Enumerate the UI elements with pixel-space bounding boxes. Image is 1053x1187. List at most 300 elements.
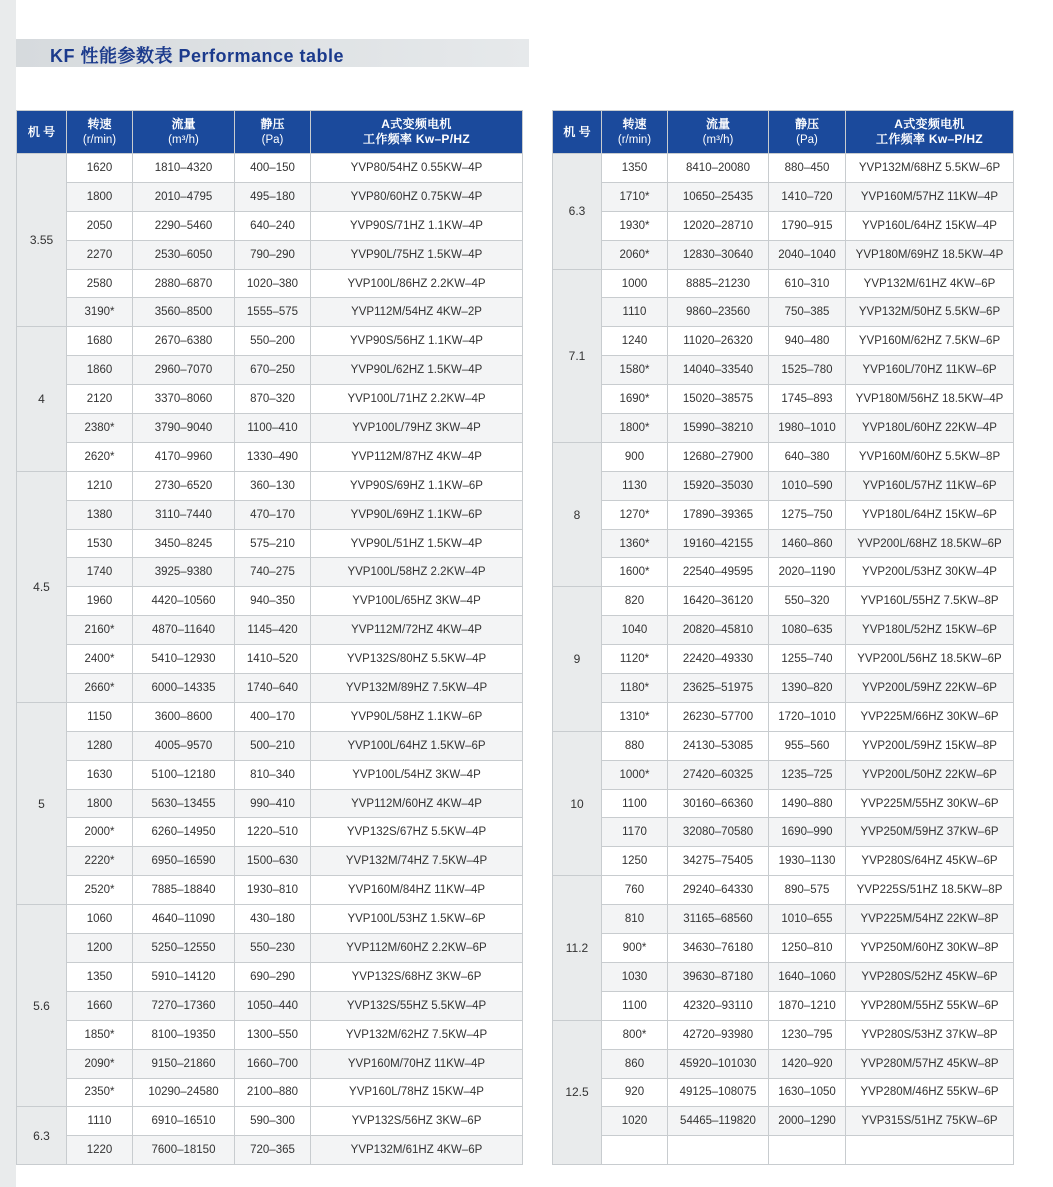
flow-cell: 5630–13455: [133, 789, 235, 818]
table-row: [17, 182, 523, 211]
pressure-cell: 1300–550: [235, 1020, 311, 1049]
flow-cell: 3925–9380: [133, 558, 235, 587]
motor-cell: YVP90S/71HZ 1.1KW–4P: [311, 211, 523, 240]
table-row: [553, 240, 1014, 269]
speed-cell: 1620: [67, 154, 133, 183]
motor-cell: YVP225M/66HZ 30KW–6P: [846, 702, 1014, 731]
pressure-cell: 990–410: [235, 789, 311, 818]
table-row: [553, 587, 1014, 616]
pressure-cell: 1555–575: [235, 298, 311, 327]
flow-cell: 6910–16510: [133, 1107, 235, 1136]
pressure-cell: 790–290: [235, 240, 311, 269]
table-body-right: [553, 154, 1014, 1165]
pressure-cell: 2020–1190: [769, 558, 846, 587]
flow-cell: 4640–11090: [133, 905, 235, 934]
flow-cell: 11020–26320: [668, 327, 769, 356]
motor-cell: YVP90S/69HZ 1.1KW–6P: [311, 471, 523, 500]
performance-table-right: [552, 110, 1014, 1165]
page-title: KF 性能参数表 Performance table: [50, 46, 345, 66]
model-number-cell: 6.3: [17, 1107, 67, 1165]
table-row: [17, 905, 523, 934]
motor-cell: YVP280S/53HZ 37KW–8P: [846, 1020, 1014, 1049]
pressure-cell: 720–365: [235, 1136, 311, 1165]
flow-cell: 23625–51975: [668, 674, 769, 703]
speed-cell: 1240: [602, 327, 668, 356]
flow-cell: 14040–33540: [668, 356, 769, 385]
speed-cell: 2580: [67, 269, 133, 298]
pressure-cell: 1660–700: [235, 1049, 311, 1078]
motor-cell: YVP100L/64HZ 1.5KW–6P: [311, 731, 523, 760]
speed-cell: 1350: [602, 154, 668, 183]
pressure-cell: 400–150: [235, 154, 311, 183]
flow-cell: 12680–27900: [668, 442, 769, 471]
table-row: [553, 818, 1014, 847]
motor-cell: YVP90L/51HZ 1.5KW–4P: [311, 529, 523, 558]
motor-cell: YVP100L/65HZ 3KW–4P: [311, 587, 523, 616]
speed-cell: 800*: [602, 1020, 668, 1049]
pressure-cell: 1010–655: [769, 905, 846, 934]
header-model: 机 号: [17, 111, 67, 154]
speed-cell: 2660*: [67, 674, 133, 703]
pressure-cell: 590–300: [235, 1107, 311, 1136]
flow-cell: 6000–14335: [133, 674, 235, 703]
pressure-cell: 1145–420: [235, 616, 311, 645]
pressure-cell: 1220–510: [235, 818, 311, 847]
motor-cell: YVP200L/50HZ 22KW–6P: [846, 760, 1014, 789]
flow-cell: 6950–16590: [133, 847, 235, 876]
speed-cell: 1660: [67, 991, 133, 1020]
header-pressure-label: 静压: [794, 116, 819, 131]
table-row: [17, 818, 523, 847]
header-flow-label: 流量: [171, 116, 196, 131]
flow-cell: 16420–36120: [668, 587, 769, 616]
pressure-cell: 1690–990: [769, 818, 846, 847]
speed-cell: 1380: [67, 500, 133, 529]
speed-cell: 1130: [602, 471, 668, 500]
flow-cell: 5100–12180: [133, 760, 235, 789]
performance-table-left: [16, 110, 523, 1165]
table-row: [17, 876, 523, 905]
motor-cell: YVP200L/59HZ 15KW–8P: [846, 731, 1014, 760]
table-row: [17, 731, 523, 760]
table-row: [17, 269, 523, 298]
speed-cell: 1280: [67, 731, 133, 760]
flow-cell: 7885–18840: [133, 876, 235, 905]
header-flow-unit: (m³/h): [168, 133, 199, 146]
motor-cell: YVP280M/55HZ 55KW–6P: [846, 991, 1014, 1020]
speed-cell: 1200: [67, 934, 133, 963]
speed-cell: 880: [602, 731, 668, 760]
flow-cell: 9860–23560: [668, 298, 769, 327]
header-speed: [602, 111, 668, 154]
flow-cell: 29240–64330: [668, 876, 769, 905]
speed-cell: 1580*: [602, 356, 668, 385]
pressure-cell: 1525–780: [769, 356, 846, 385]
table-row: [553, 558, 1014, 587]
motor-cell: YVP90L/69HZ 1.1KW–6P: [311, 500, 523, 529]
speed-cell: 1930*: [602, 211, 668, 240]
pressure-cell: 955–560: [769, 731, 846, 760]
pressure-cell: 1410–520: [235, 645, 311, 674]
flow-cell: 15990–38210: [668, 414, 769, 443]
speed-cell: 820: [602, 587, 668, 616]
motor-cell: YVP90L/62HZ 1.5KW–4P: [311, 356, 523, 385]
speed-cell: 1020: [602, 1107, 668, 1136]
model-number-cell: 9: [553, 587, 602, 731]
pressure-cell: 500–210: [235, 731, 311, 760]
flow-cell: 15020–38575: [668, 385, 769, 414]
speed-cell: 920: [602, 1078, 668, 1107]
speed-cell: 1740: [67, 558, 133, 587]
motor-cell: YVP132M/74HZ 7.5KW–4P: [311, 847, 523, 876]
pressure-cell: 1460–860: [769, 529, 846, 558]
motor-cell: YVP180L/64HZ 15KW–6P: [846, 500, 1014, 529]
speed-cell: 2270: [67, 240, 133, 269]
table-row: [17, 529, 523, 558]
table-row: [553, 298, 1014, 327]
speed-cell: 1250: [602, 847, 668, 876]
table-row: [553, 1049, 1014, 1078]
pressure-cell: 1740–640: [235, 674, 311, 703]
model-number-cell: 12.5: [553, 1020, 602, 1164]
motor-cell: YVP100L/58HZ 2.2KW–4P: [311, 558, 523, 587]
title-bar: [16, 39, 529, 67]
speed-cell: 1150: [67, 702, 133, 731]
motor-cell: YVP250M/60HZ 30KW–8P: [846, 934, 1014, 963]
flow-cell: 5250–12550: [133, 934, 235, 963]
speed-cell: 1800*: [602, 414, 668, 443]
motor-cell: YVP100L/86HZ 2.2KW–4P: [311, 269, 523, 298]
motor-cell: YVP90L/75HZ 1.5KW–4P: [311, 240, 523, 269]
pressure-cell: 1490–880: [769, 789, 846, 818]
speed-cell: 1170: [602, 818, 668, 847]
flow-cell: 2290–5460: [133, 211, 235, 240]
motor-cell: YVP132S/80HZ 5.5KW–4P: [311, 645, 523, 674]
pressure-cell: 495–180: [235, 182, 311, 211]
table-row: [17, 674, 523, 703]
speed-cell: 1850*: [67, 1020, 133, 1049]
motor-cell: YVP132M/61HZ 4KW–6P: [311, 1136, 523, 1165]
flow-cell: 54465–119820: [668, 1107, 769, 1136]
motor-cell: YVP180L/52HZ 15KW–6P: [846, 616, 1014, 645]
model-number-cell: 10: [553, 731, 602, 875]
flow-cell: 2960–7070: [133, 356, 235, 385]
pressure-cell: 1275–750: [769, 500, 846, 529]
pressure-cell: 575–210: [235, 529, 311, 558]
pressure-cell: 1100–410: [235, 414, 311, 443]
table-row: [17, 991, 523, 1020]
table-row: [553, 1020, 1014, 1049]
header-speed-label: 转速: [622, 116, 647, 131]
flow-cell: 2530–6050: [133, 240, 235, 269]
table-row: [17, 356, 523, 385]
flow-cell: 24130–53085: [668, 731, 769, 760]
pressure-cell: 400–170: [235, 702, 311, 731]
model-number-cell: 6.3: [553, 154, 602, 270]
speed-cell: 1110: [67, 1107, 133, 1136]
speed-cell: 1110: [602, 298, 668, 327]
pressure-cell: 550–200: [235, 327, 311, 356]
speed-cell: 900: [602, 442, 668, 471]
flow-cell: 2010–4795: [133, 182, 235, 211]
table-row: [17, 934, 523, 963]
header-motor: [311, 111, 523, 154]
header-speed-label: 转速: [87, 116, 112, 131]
motor-cell: YVP132S/67HZ 5.5KW–4P: [311, 818, 523, 847]
table-row: [553, 934, 1014, 963]
pressure-cell: 740–275: [235, 558, 311, 587]
speed-cell: 1000*: [602, 760, 668, 789]
table-row: [553, 616, 1014, 645]
speed-cell: 1960: [67, 587, 133, 616]
motor-cell: YVP100L/79HZ 3KW–4P: [311, 414, 523, 443]
left-margin-strip: [0, 0, 16, 1187]
header-motor-label: A式变频电机: [894, 117, 965, 131]
motor-cell: YVP180L/60HZ 22KW–4P: [846, 414, 1014, 443]
speed-cell: 2520*: [67, 876, 133, 905]
motor-cell: [846, 1136, 1014, 1165]
motor-cell: YVP132S/55HZ 5.5KW–4P: [311, 991, 523, 1020]
table-row: [553, 327, 1014, 356]
motor-cell: YVP90S/56HZ 1.1KW–4P: [311, 327, 523, 356]
motor-cell: YVP112M/60HZ 2.2KW–6P: [311, 934, 523, 963]
pressure-cell: 940–350: [235, 587, 311, 616]
motor-cell: YVP132M/61HZ 4KW–6P: [846, 269, 1014, 298]
table-row: [17, 587, 523, 616]
speed-cell: 1220: [67, 1136, 133, 1165]
speed-cell: 1270*: [602, 500, 668, 529]
motor-cell: YVP280M/57HZ 45KW–8P: [846, 1049, 1014, 1078]
flow-cell: 12830–30640: [668, 240, 769, 269]
model-number-cell: 8: [553, 442, 602, 586]
motor-cell: YVP132M/68HZ 5.5KW–6P: [846, 154, 1014, 183]
motor-cell: YVP160M/60HZ 5.5KW–8P: [846, 442, 1014, 471]
table-header-row: [17, 111, 523, 154]
motor-cell: YVP132M/89HZ 7.5KW–4P: [311, 674, 523, 703]
pressure-cell: 810–340: [235, 760, 311, 789]
flow-cell: 42720–93980: [668, 1020, 769, 1049]
speed-cell: 2090*: [67, 1049, 133, 1078]
table-row: [553, 847, 1014, 876]
speed-cell: 1360*: [602, 529, 668, 558]
speed-cell: 1040: [602, 616, 668, 645]
speed-cell: 2120: [67, 385, 133, 414]
table-row: [553, 674, 1014, 703]
speed-cell: 1310*: [602, 702, 668, 731]
flow-cell: 7600–18150: [133, 1136, 235, 1165]
pressure-cell: 1010–590: [769, 471, 846, 500]
motor-cell: YVP250M/59HZ 37KW–6P: [846, 818, 1014, 847]
table-row: [17, 414, 523, 443]
header-motor-label: A式变频电机: [381, 117, 452, 131]
header-pressure-unit: (Pa): [261, 133, 284, 146]
motor-cell: YVP112M/54HZ 4KW–2P: [311, 298, 523, 327]
table-row: [17, 1049, 523, 1078]
flow-cell: 22540–49595: [668, 558, 769, 587]
flow-cell: 9150–21860: [133, 1049, 235, 1078]
motor-cell: YVP315S/51HZ 75KW–6P: [846, 1107, 1014, 1136]
speed-cell: 1710*: [602, 182, 668, 211]
motor-cell: YVP90L/58HZ 1.1KW–6P: [311, 702, 523, 731]
table-header-row: [553, 111, 1014, 154]
table-row: [553, 500, 1014, 529]
table-row: [17, 327, 523, 356]
motor-cell: YVP160M/70HZ 11KW–4P: [311, 1049, 523, 1078]
motor-cell: YVP132M/50HZ 5.5KW–6P: [846, 298, 1014, 327]
motor-cell: YVP280S/64HZ 45KW–6P: [846, 847, 1014, 876]
table-row: [553, 211, 1014, 240]
pressure-cell: 550–320: [769, 587, 846, 616]
table-row: [553, 529, 1014, 558]
flow-cell: 12020–28710: [668, 211, 769, 240]
motor-cell: YVP160M/57HZ 11KW–4P: [846, 182, 1014, 211]
motor-cell: YVP112M/72HZ 4KW–4P: [311, 616, 523, 645]
motor-cell: YVP225M/54HZ 22KW–8P: [846, 905, 1014, 934]
flow-cell: 22420–49330: [668, 645, 769, 674]
pressure-cell: 1020–380: [235, 269, 311, 298]
model-number-cell: 5.6: [17, 905, 67, 1107]
flow-cell: 34275–75405: [668, 847, 769, 876]
motor-cell: YVP132M/62HZ 7.5KW–4P: [311, 1020, 523, 1049]
pressure-cell: 1640–1060: [769, 962, 846, 991]
pressure-cell: 1080–635: [769, 616, 846, 645]
table-row: [17, 1020, 523, 1049]
speed-cell: 2380*: [67, 414, 133, 443]
speed-cell: 760: [602, 876, 668, 905]
model-number-cell: 11.2: [553, 876, 602, 1020]
speed-cell: 1120*: [602, 645, 668, 674]
flow-cell: 20820–45810: [668, 616, 769, 645]
motor-cell: YVP200L/59HZ 22KW–6P: [846, 674, 1014, 703]
flow-cell: 2730–6520: [133, 471, 235, 500]
pressure-cell: 1420–920: [769, 1049, 846, 1078]
motor-cell: YVP225M/55HZ 30KW–6P: [846, 789, 1014, 818]
speed-cell: 900*: [602, 934, 668, 963]
motor-cell: YVP200L/53HZ 30KW–4P: [846, 558, 1014, 587]
flow-cell: 32080–70580: [668, 818, 769, 847]
header-model: 机 号: [553, 111, 602, 154]
header-flow: [133, 111, 235, 154]
model-number-cell: 7.1: [553, 269, 602, 442]
speed-cell: 2000*: [67, 818, 133, 847]
model-number-cell: 4.5: [17, 471, 67, 702]
table-row: [17, 211, 523, 240]
speed-cell: 2350*: [67, 1078, 133, 1107]
motor-cell: YVP200L/56HZ 18.5KW–6P: [846, 645, 1014, 674]
speed-cell: 1000: [602, 269, 668, 298]
motor-cell: YVP112M/87HZ 4KW–4P: [311, 442, 523, 471]
pressure-cell: 640–380: [769, 442, 846, 471]
table-row: [17, 1136, 523, 1165]
motor-cell: YVP280S/52HZ 45KW–6P: [846, 962, 1014, 991]
pressure-cell: 1050–440: [235, 991, 311, 1020]
table-row: [553, 1136, 1014, 1165]
header-flow-label: 流量: [705, 116, 730, 131]
speed-cell: 2400*: [67, 645, 133, 674]
motor-cell: YVP80/60HZ 0.75KW–4P: [311, 182, 523, 211]
pressure-cell: 1745–893: [769, 385, 846, 414]
speed-cell: 2050: [67, 211, 133, 240]
motor-cell: YVP160L/70HZ 11KW–6P: [846, 356, 1014, 385]
table-row: [17, 298, 523, 327]
header-motor-sub: 工作频率 Kw–P/HZ: [876, 132, 983, 146]
motor-cell: YVP132S/68HZ 3KW–6P: [311, 962, 523, 991]
motor-cell: YVP132S/56HZ 3KW–6P: [311, 1107, 523, 1136]
flow-cell: 49125–108075: [668, 1078, 769, 1107]
speed-cell: 810: [602, 905, 668, 934]
pressure-cell: 1630–1050: [769, 1078, 846, 1107]
speed-cell: 1060: [67, 905, 133, 934]
table-row: [17, 1107, 523, 1136]
flow-cell: 10290–24580: [133, 1078, 235, 1107]
pressure-cell: 890–575: [769, 876, 846, 905]
pressure-cell: [769, 1136, 846, 1165]
pressure-cell: 1500–630: [235, 847, 311, 876]
table-row: [17, 760, 523, 789]
motor-cell: YVP180M/56HZ 18.5KW–4P: [846, 385, 1014, 414]
table-row: [553, 1107, 1014, 1136]
pressure-cell: 640–240: [235, 211, 311, 240]
table-row: [17, 616, 523, 645]
motor-cell: YVP160M/62HZ 7.5KW–6P: [846, 327, 1014, 356]
flow-cell: 3110–7440: [133, 500, 235, 529]
speed-cell: 1210: [67, 471, 133, 500]
table-row: [553, 269, 1014, 298]
speed-cell: 1530: [67, 529, 133, 558]
table-row: [17, 1078, 523, 1107]
header-motor-sub: 工作频率 Kw–P/HZ: [363, 132, 470, 146]
speed-cell: 2220*: [67, 847, 133, 876]
speed-cell: 2620*: [67, 442, 133, 471]
pressure-cell: 470–170: [235, 500, 311, 529]
table-row: [17, 847, 523, 876]
pressure-cell: 1930–810: [235, 876, 311, 905]
motor-cell: YVP112M/60HZ 4KW–4P: [311, 789, 523, 818]
header-pressure-label: 静压: [260, 116, 285, 131]
table-row: [553, 760, 1014, 789]
speed-cell: 860: [602, 1049, 668, 1078]
motor-cell: YVP100L/53HZ 1.5KW–6P: [311, 905, 523, 934]
table-row: [17, 385, 523, 414]
flow-cell: 1810–4320: [133, 154, 235, 183]
table-row: [553, 876, 1014, 905]
pressure-cell: 360–130: [235, 471, 311, 500]
table-row: [553, 645, 1014, 674]
table-row: [553, 905, 1014, 934]
flow-cell: 15920–35030: [668, 471, 769, 500]
flow-cell: 42320–93110: [668, 991, 769, 1020]
pressure-cell: 1870–1210: [769, 991, 846, 1020]
pressure-cell: 1255–740: [769, 645, 846, 674]
pressure-cell: 870–320: [235, 385, 311, 414]
motor-cell: YVP200L/68HZ 18.5KW–6P: [846, 529, 1014, 558]
table-row: [17, 558, 523, 587]
pressure-cell: 430–180: [235, 905, 311, 934]
table-row: [17, 702, 523, 731]
header-speed-unit: (r/min): [82, 133, 117, 146]
speed-cell: 1030: [602, 962, 668, 991]
header-motor: [846, 111, 1014, 154]
flow-cell: 34630–76180: [668, 934, 769, 963]
flow-cell: 4870–11640: [133, 616, 235, 645]
speed-cell: 1600*: [602, 558, 668, 587]
pressure-cell: 1980–1010: [769, 414, 846, 443]
flow-cell: 3600–8600: [133, 702, 235, 731]
flow-cell: 8410–20080: [668, 154, 769, 183]
table-row: [553, 385, 1014, 414]
pressure-cell: 550–230: [235, 934, 311, 963]
motor-cell: YVP280M/46HZ 55KW–6P: [846, 1078, 1014, 1107]
